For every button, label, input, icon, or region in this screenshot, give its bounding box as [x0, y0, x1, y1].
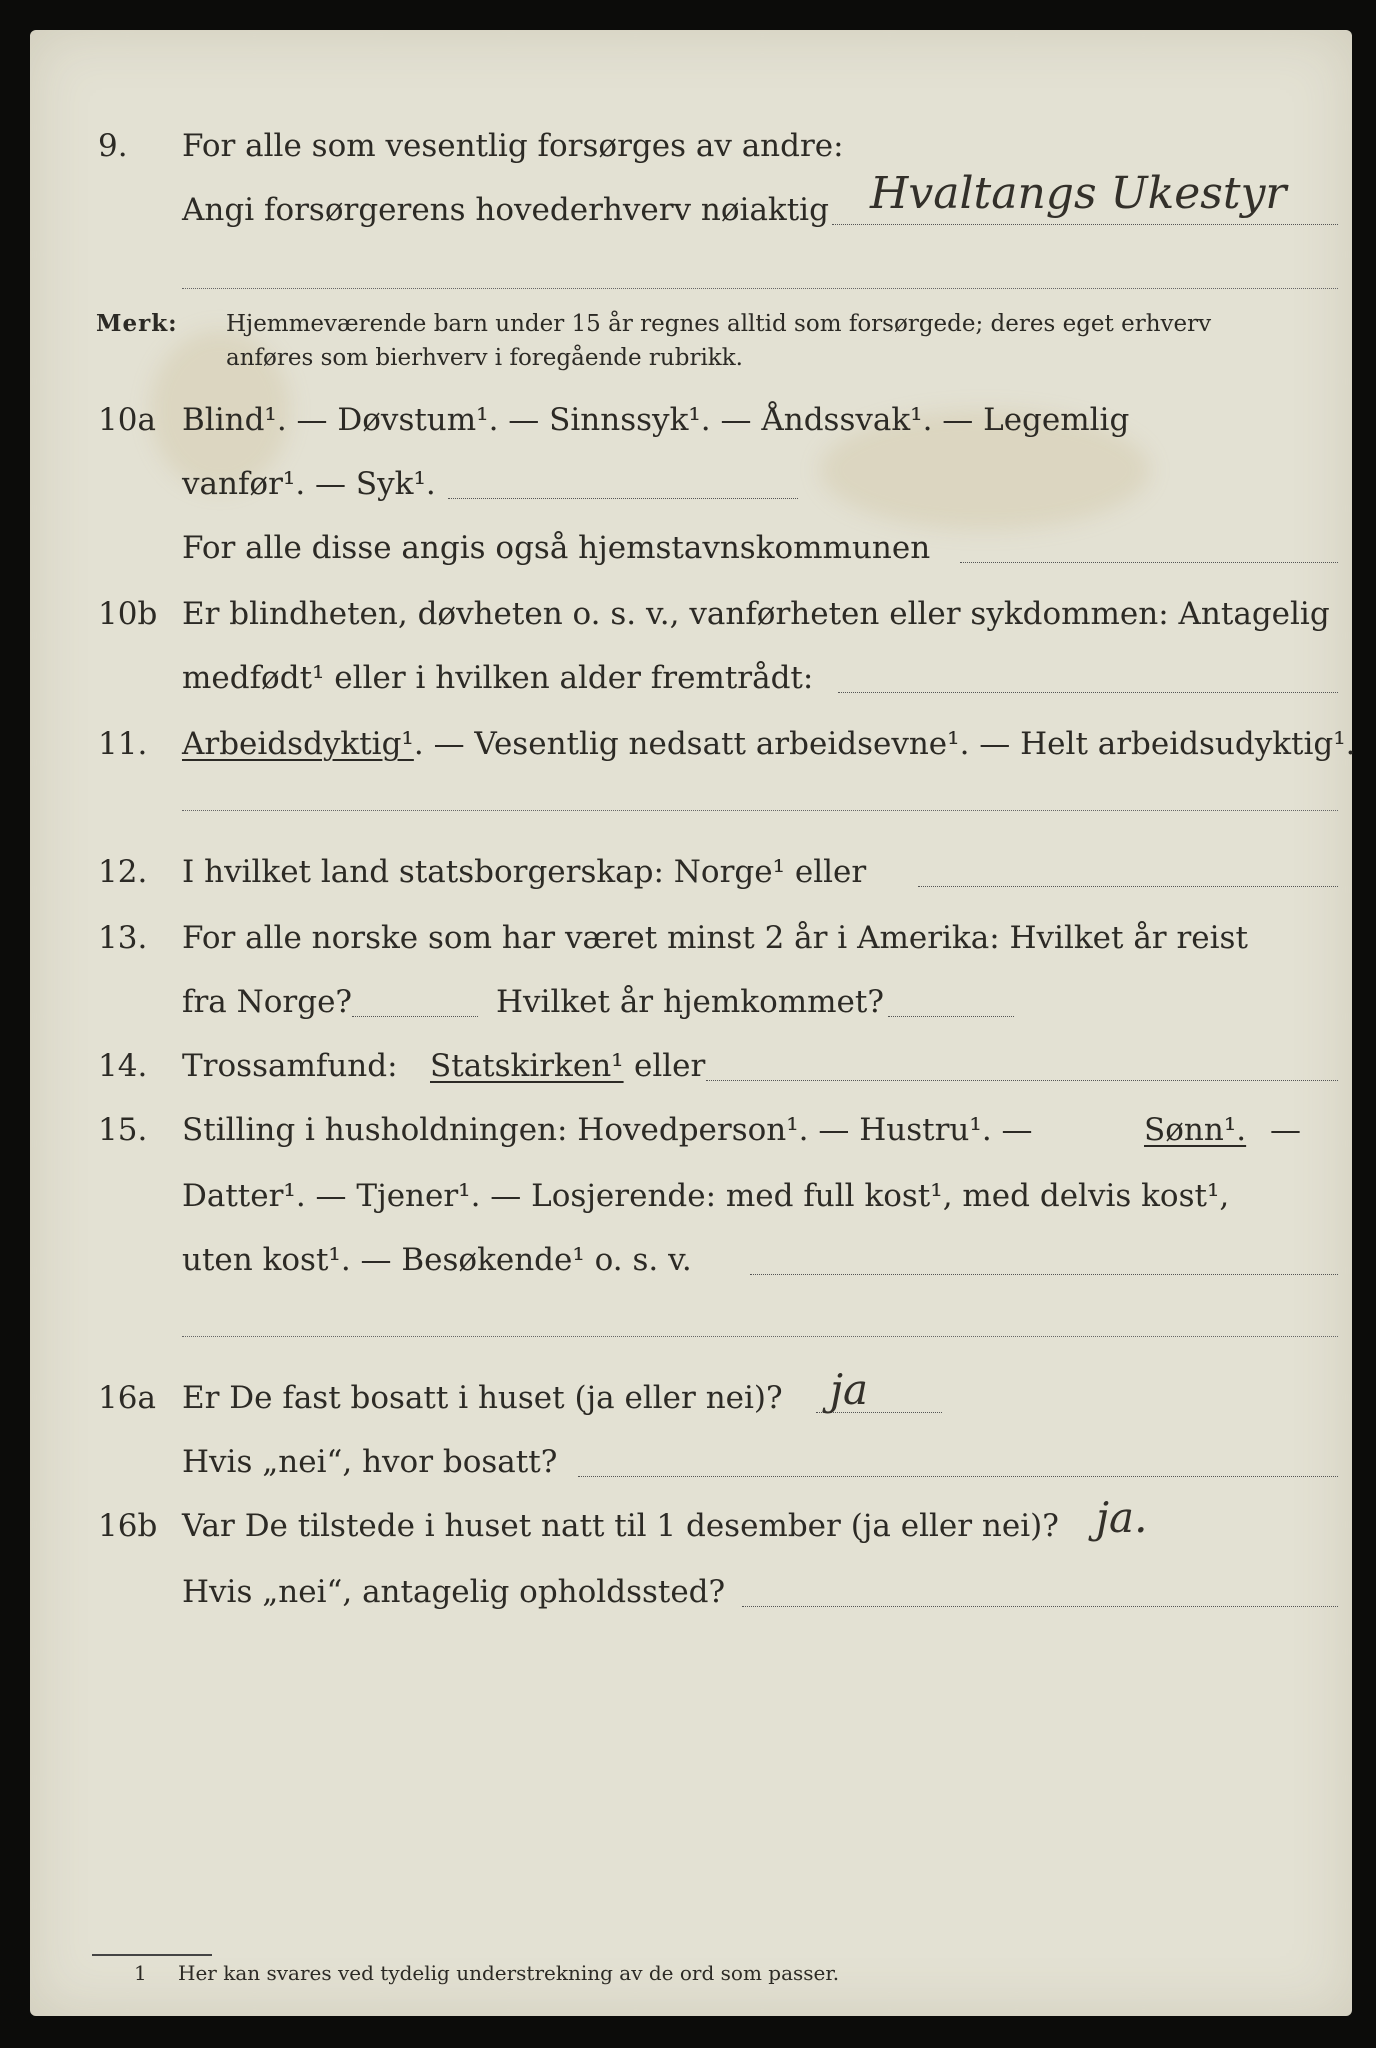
question-text: Er De fast bosatt i huset (ja eller nei)?	[182, 1380, 783, 1416]
question-text: Hvis „nei“, antagelig opholdssted?	[182, 1574, 726, 1610]
question-number: 15.	[98, 1112, 148, 1148]
answer-line	[578, 1446, 1338, 1477]
question-10a-line-1	[30, 396, 1352, 444]
question-13-line-1	[30, 914, 1352, 962]
question-10b-line-1	[30, 590, 1352, 638]
question-text: Er blindheten, døvheten o. s. v., vanførheten eller sykdommen: Antagelig	[182, 596, 1330, 632]
footnote-text: Her kan svares ved tydelig understrekning av de ord som passer.	[178, 1961, 840, 1985]
handwritten-answer: ja	[830, 1365, 869, 1414]
handwritten-answer: Hvaltangs Ukestyr	[870, 168, 1287, 219]
question-text: Datter¹. — Tjener¹. — Losjerende: med full kost¹, med delvis kost¹,	[182, 1178, 1230, 1214]
question-text: I hvilket land statsborgerskap: Norge¹ eller	[182, 854, 867, 890]
question-text: Trossamfund:	[182, 1048, 398, 1084]
question-text: Hvilket år hjemkommet?	[496, 984, 884, 1020]
question-number: 16b	[98, 1508, 158, 1544]
question-14	[30, 1042, 1352, 1090]
merk-text: anføres som bierhverv i foregående rubrikk.	[226, 345, 743, 371]
merk-text: Hjemmeværende barn under 15 år regnes alltid som forsørgede; deres eget erhverv	[226, 311, 1212, 337]
question-9-line-1	[30, 122, 1352, 170]
question-text: Blind¹. — Døvstum¹. — Sinnssyk¹. — Åndssvak¹. — Legemlig	[182, 402, 1130, 438]
question-15-line-3	[30, 1236, 1352, 1284]
question-text: For alle norske som har været minst 2 år i Amerika: Hvilket år reist	[182, 920, 1248, 956]
selected-option-arbeidsdyktig: Arbeidsdyktig¹	[182, 726, 414, 762]
answer-line	[960, 532, 1338, 563]
question-16b-line-1	[30, 1493, 1352, 1550]
question-text: —	[1270, 1112, 1301, 1148]
selected-option-sonn: Sønn¹.	[1144, 1112, 1247, 1148]
question-9-line-2	[30, 168, 1352, 234]
answer-line	[750, 1244, 1338, 1275]
question-text: Stilling i husholdningen: Hovedperson¹. — Hustru¹. —	[182, 1112, 1033, 1148]
question-text: For alle disse angis også hjemstavnskommunen	[182, 530, 931, 566]
question-text: vanfør¹. — Syk¹.	[182, 466, 436, 502]
question-text: Hvis „nei“, hvor bosatt?	[182, 1444, 558, 1480]
answer-line	[706, 1050, 1338, 1081]
answer-line	[742, 1576, 1338, 1607]
question-11	[30, 720, 1356, 768]
question-text: uten kost¹. — Besøkende¹ o. s. v.	[182, 1242, 692, 1278]
question-text-group	[182, 720, 1356, 768]
question-text: Angi forsørgerens hovederhverv nøiaktig	[182, 192, 829, 228]
question-text: . — Vesentlig nedsatt arbeidsevne¹. — Helt arbeidsudyktig¹.	[413, 726, 1356, 762]
answer-line	[448, 468, 798, 499]
question-text: For alle som vesentlig forsørges av andre:	[182, 128, 844, 164]
question-number: 10b	[98, 596, 158, 632]
question-number: 16a	[98, 1380, 156, 1416]
question-number: 12.	[98, 854, 148, 890]
question-15-line-2	[30, 1172, 1352, 1220]
census-form-page	[30, 30, 1356, 2016]
answer-line	[182, 286, 1338, 289]
question-16a-line-1	[30, 1365, 1352, 1422]
question-text: medfødt¹ eller i hvilken alder fremtrådt:	[182, 660, 814, 696]
answer-line	[182, 1334, 1338, 1337]
question-number: 10a	[98, 402, 156, 438]
footnote-mark: 1	[134, 1961, 147, 1985]
question-text: eller	[634, 1048, 706, 1084]
question-15-line-1	[30, 1106, 1352, 1154]
question-number: 14.	[98, 1048, 148, 1084]
question-13-line-2	[30, 978, 1352, 1026]
question-12	[30, 848, 1352, 896]
question-text: fra Norge?	[182, 984, 353, 1020]
answer-line	[352, 986, 478, 1017]
footnote-rule	[92, 1954, 212, 1956]
merk-note-line-2	[30, 334, 1352, 382]
answer-line	[918, 856, 1338, 887]
merk-label: Merk:	[96, 310, 178, 337]
question-text: Var De tilstede i huset natt til 1 desember (ja eller nei)?	[182, 1508, 1059, 1544]
question-number: 13.	[98, 920, 148, 956]
handwritten-answer: ja.	[1096, 1493, 1148, 1542]
question-16b-line-2	[30, 1568, 1352, 1616]
question-number: 11.	[98, 726, 148, 762]
question-16a-line-2	[30, 1438, 1352, 1486]
answer-line	[888, 986, 1014, 1017]
question-10a-line-3	[30, 524, 1352, 572]
answer-line	[182, 808, 1338, 811]
selected-option-statskirken: Statskirken¹	[430, 1048, 624, 1084]
question-10a-line-2	[30, 460, 1352, 508]
answer-line	[838, 662, 1338, 693]
question-number: 9.	[98, 128, 128, 164]
question-10b-line-2	[30, 654, 1352, 702]
